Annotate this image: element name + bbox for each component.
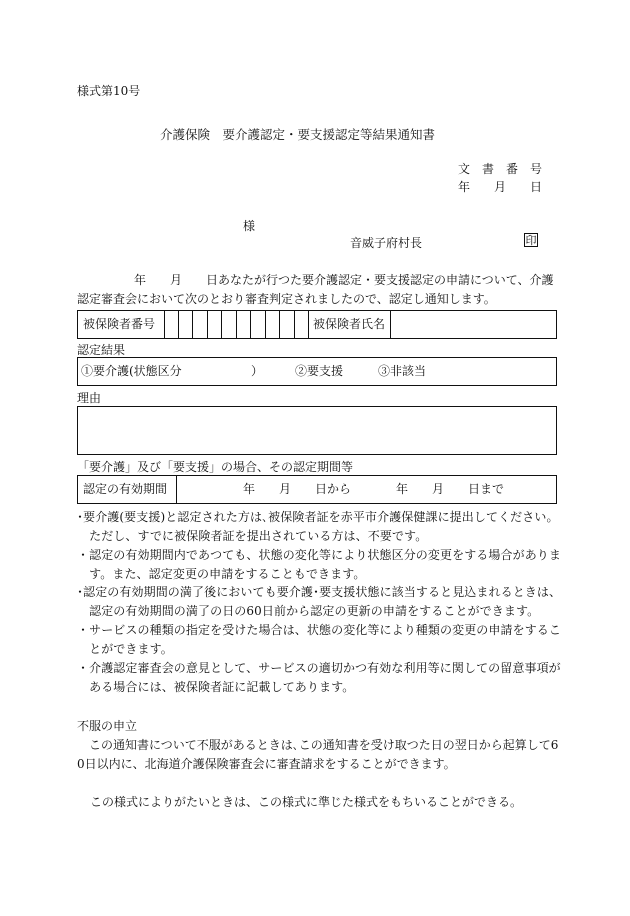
period-heading: 「要介護」及び「要支援」の場合、その認定期間等: [77, 460, 354, 474]
note-line: ・サービスの種類の指定を受けた場合は、状態の変化等により種類の変更の申請をするこ: [77, 623, 562, 637]
insured-name-label: 被保険者氏名: [313, 317, 386, 331]
period-from[interactable]: 年 月 日から: [243, 482, 352, 496]
period-label: 認定の有効期間: [83, 482, 168, 496]
note-line: 認定の有効期間の満了の日の60日前から認定の更新の申請をすることができます。: [77, 604, 540, 618]
seal-stamp: 印: [525, 234, 537, 247]
intro-line-2: 認定審査会において次のとおり審査判定されましたので、認定し通知します。: [77, 292, 496, 306]
reason-heading: 理由: [77, 391, 102, 405]
addressee-suffix: 様: [243, 219, 256, 233]
result-box: [77, 357, 557, 386]
insured-number-label: 被保険者番号: [83, 317, 156, 331]
result-option-not-applicable[interactable]: ③非該当: [378, 364, 427, 378]
note-line: ただし、すでに被保険者証を提出されている方は、不要です。: [77, 529, 428, 543]
result-option-care[interactable]: ①要介護(状態区分: [81, 364, 182, 378]
note-line: ある場合には、被保険者証に記載してあります。: [77, 680, 355, 694]
result-option-care-close: ）: [251, 364, 264, 378]
period-table: [77, 475, 557, 504]
period-to[interactable]: 年 月 日まで: [396, 482, 505, 496]
insured-info-table: [77, 310, 557, 339]
insured-number-cells[interactable]: [164, 311, 308, 338]
appeal-line-1: この通知書について不服があるときは､この通知書を受け取つた日の翌日から起算して6: [89, 738, 559, 752]
issue-date-label: 年 月 日: [458, 180, 543, 194]
result-heading: 認定結果: [77, 343, 126, 357]
note-line: とができます。: [77, 642, 173, 656]
sender-name: 音威子府村長: [350, 236, 423, 250]
document-number-label: 文 書 番 号: [458, 162, 543, 176]
document-title: 介護保険 要介護認定・要支援認定等結果通知書: [160, 127, 436, 142]
note-line: ･要介護(要支援)と認定された方は､被保険者証を赤平市介護保健課に提出してください。: [77, 510, 559, 524]
reason-box[interactable]: [77, 406, 557, 455]
appeal-heading: 不服の申立: [77, 719, 138, 733]
appeal-line-2: 0日以内に、北海道介護保険審査会に審査請求をすることができます。: [77, 757, 456, 771]
footer-note: この様式によりがたいときは、この様式に準じた様式をもちいることができる。: [90, 795, 523, 809]
note-line: ・介護認定審査会の意見として、サービスの適切かつ有効な利用等に関しての留意事項が: [77, 661, 561, 675]
note-line: ･認定の有効期間の満了後においても要介護･要支援状態に該当すると見込まれるときは、: [77, 585, 562, 599]
form-number: 様式第10号: [77, 84, 141, 98]
note-line: ・認定の有効期間内であつても、状態の変化等により状態区分の変更をする場合がありま: [77, 548, 562, 562]
note-line: す。また、認定変更の申請をすることもできます。: [77, 567, 366, 581]
result-option-support[interactable]: ②要支援: [295, 364, 344, 378]
insured-name-field[interactable]: [391, 311, 556, 338]
intro-line-1: 年 月 日あなたが行つた要介護認定・要支援認定の申請について、介護: [134, 273, 554, 287]
